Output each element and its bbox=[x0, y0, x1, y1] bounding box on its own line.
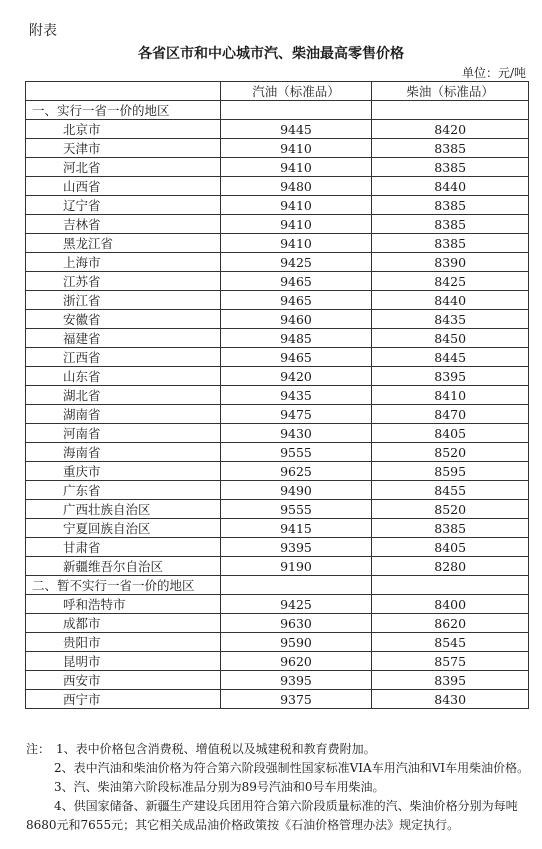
gasoline-price-cell: 9425 bbox=[220, 253, 372, 272]
diesel-price-cell: 8400 bbox=[372, 595, 529, 614]
gasoline-price-cell: 9460 bbox=[220, 310, 372, 329]
diesel-price-cell: 8620 bbox=[372, 614, 529, 633]
gasoline-price-cell: 9465 bbox=[220, 291, 372, 310]
region-cell: 呼和浩特市 bbox=[26, 595, 221, 614]
table-row bbox=[26, 557, 529, 576]
table-row bbox=[26, 139, 529, 158]
diesel-price-cell: 8385 bbox=[372, 139, 529, 158]
region-cell: 天津市 bbox=[26, 139, 221, 158]
region-cell: 吉林省 bbox=[26, 215, 221, 234]
section-label: 二、暂不实行一省一价的地区 bbox=[26, 576, 221, 595]
table-row bbox=[26, 291, 529, 310]
gasoline-price-cell: 9590 bbox=[220, 633, 372, 652]
diesel-price-cell: 8440 bbox=[372, 177, 529, 196]
header-diesel: 柴油（标准品） bbox=[372, 82, 529, 101]
diesel-price-cell: 8595 bbox=[372, 462, 529, 481]
section-row bbox=[26, 101, 529, 120]
gasoline-price-cell: 9490 bbox=[220, 481, 372, 500]
table-row bbox=[26, 386, 529, 405]
diesel-price-cell: 8405 bbox=[372, 538, 529, 557]
region-cell: 昆明市 bbox=[26, 652, 221, 671]
diesel-price-cell: 8385 bbox=[372, 519, 529, 538]
gasoline-price-cell: 9430 bbox=[220, 424, 372, 443]
gasoline-price-cell: 9465 bbox=[220, 272, 372, 291]
region-cell: 宁夏回族自治区 bbox=[26, 519, 221, 538]
empty-cell bbox=[372, 576, 529, 595]
diesel-price-cell: 8385 bbox=[372, 215, 529, 234]
gasoline-price-cell: 9395 bbox=[220, 538, 372, 557]
diesel-price-cell: 8395 bbox=[372, 367, 529, 386]
gasoline-price-cell: 9415 bbox=[220, 519, 372, 538]
gasoline-price-cell: 9625 bbox=[220, 462, 372, 481]
diesel-price-cell: 8455 bbox=[372, 481, 529, 500]
diesel-price-cell: 8395 bbox=[372, 671, 529, 690]
region-cell: 江西省 bbox=[26, 348, 221, 367]
gasoline-price-cell: 9410 bbox=[220, 139, 372, 158]
region-cell: 山西省 bbox=[26, 177, 221, 196]
region-cell: 山东省 bbox=[26, 367, 221, 386]
table-row bbox=[26, 443, 529, 462]
region-cell: 湖北省 bbox=[26, 386, 221, 405]
gasoline-price-cell: 9425 bbox=[220, 595, 372, 614]
appendix-label: 附表 bbox=[29, 23, 57, 39]
page-title: 各省区市和中心城市汽、柴油最高零售价格 bbox=[138, 46, 404, 62]
empty-cell bbox=[220, 101, 372, 120]
table-row bbox=[26, 633, 529, 652]
section-label: 一、实行一省一价的地区 bbox=[26, 101, 221, 120]
table-row bbox=[26, 215, 529, 234]
header-gasoline: 汽油（标准品） bbox=[220, 82, 372, 101]
diesel-price-cell: 8410 bbox=[372, 386, 529, 405]
gasoline-price-cell: 9465 bbox=[220, 348, 372, 367]
gasoline-price-cell: 9375 bbox=[220, 690, 372, 709]
diesel-price-cell: 8520 bbox=[372, 500, 529, 519]
table-row bbox=[26, 196, 529, 215]
table-header-row bbox=[26, 82, 529, 101]
diesel-price-cell: 8385 bbox=[372, 158, 529, 177]
diesel-price-cell: 8445 bbox=[372, 348, 529, 367]
region-cell: 福建省 bbox=[26, 329, 221, 348]
table-row bbox=[26, 500, 529, 519]
table-row bbox=[26, 671, 529, 690]
table-row bbox=[26, 595, 529, 614]
gasoline-price-cell: 9435 bbox=[220, 386, 372, 405]
gasoline-price-cell: 9410 bbox=[220, 234, 372, 253]
diesel-price-cell: 8280 bbox=[372, 557, 529, 576]
diesel-price-cell: 8390 bbox=[372, 253, 529, 272]
diesel-price-cell: 8440 bbox=[372, 291, 529, 310]
table-row bbox=[26, 424, 529, 443]
table-row bbox=[26, 538, 529, 557]
diesel-price-cell: 8430 bbox=[372, 690, 529, 709]
header-region bbox=[26, 82, 221, 101]
table-row bbox=[26, 367, 529, 386]
region-cell: 上海市 bbox=[26, 253, 221, 272]
gasoline-price-cell: 9630 bbox=[220, 614, 372, 633]
empty-cell bbox=[220, 576, 372, 595]
diesel-price-cell: 8450 bbox=[372, 329, 529, 348]
table-row bbox=[26, 405, 529, 424]
region-cell: 西宁市 bbox=[26, 690, 221, 709]
gasoline-price-cell: 9445 bbox=[220, 120, 372, 139]
table-row bbox=[26, 234, 529, 253]
gasoline-price-cell: 9190 bbox=[220, 557, 372, 576]
region-cell: 重庆市 bbox=[26, 462, 221, 481]
gasoline-price-cell: 9410 bbox=[220, 158, 372, 177]
table-row bbox=[26, 177, 529, 196]
price-table bbox=[25, 81, 529, 709]
diesel-price-cell: 8545 bbox=[372, 633, 529, 652]
region-cell: 西安市 bbox=[26, 671, 221, 690]
table-row bbox=[26, 329, 529, 348]
table-row bbox=[26, 519, 529, 538]
region-cell: 河南省 bbox=[26, 424, 221, 443]
table-row bbox=[26, 652, 529, 671]
region-cell: 安徽省 bbox=[26, 310, 221, 329]
note-item: 4、供国家储备、新疆生产建设兵团用符合第六阶段质量标准的汽、柴油价格分别为每吨8680元和7655元；其它相关成品油价格政策按《石油价格管理办法》规定执行。 bbox=[26, 799, 518, 832]
table-row bbox=[26, 310, 529, 329]
gasoline-price-cell: 9410 bbox=[220, 196, 372, 215]
table-row bbox=[26, 690, 529, 709]
table-row bbox=[26, 481, 529, 500]
table-row bbox=[26, 120, 529, 139]
region-cell: 广东省 bbox=[26, 481, 221, 500]
region-cell: 成都市 bbox=[26, 614, 221, 633]
table-row bbox=[26, 272, 529, 291]
region-cell: 广西壮族自治区 bbox=[26, 500, 221, 519]
gasoline-price-cell: 9395 bbox=[220, 671, 372, 690]
gasoline-price-cell: 9475 bbox=[220, 405, 372, 424]
region-cell: 北京市 bbox=[26, 120, 221, 139]
region-cell: 甘肃省 bbox=[26, 538, 221, 557]
table-row bbox=[26, 348, 529, 367]
diesel-price-cell: 8470 bbox=[372, 405, 529, 424]
table-row bbox=[26, 158, 529, 177]
diesel-price-cell: 8425 bbox=[372, 272, 529, 291]
region-cell: 江苏省 bbox=[26, 272, 221, 291]
diesel-price-cell: 8385 bbox=[372, 196, 529, 215]
region-cell: 河北省 bbox=[26, 158, 221, 177]
note-item: 注： 1、表中价格包含消费税、增值税以及城建税和教育费附加。 bbox=[26, 742, 376, 756]
diesel-price-cell: 8520 bbox=[372, 443, 529, 462]
region-cell: 浙江省 bbox=[26, 291, 221, 310]
gasoline-price-cell: 9420 bbox=[220, 367, 372, 386]
gasoline-price-cell: 9480 bbox=[220, 177, 372, 196]
region-cell: 海南省 bbox=[26, 443, 221, 462]
region-cell: 贵阳市 bbox=[26, 633, 221, 652]
diesel-price-cell: 8435 bbox=[372, 310, 529, 329]
gasoline-price-cell: 9555 bbox=[220, 500, 372, 519]
note-item: 2、表中汽油和柴油价格为符合第六阶段强制性国家标准VIA车用汽油和VI车用柴油价格。 bbox=[54, 761, 530, 775]
diesel-price-cell: 8575 bbox=[372, 652, 529, 671]
empty-cell bbox=[372, 101, 529, 120]
region-cell: 辽宁省 bbox=[26, 196, 221, 215]
diesel-price-cell: 8385 bbox=[372, 234, 529, 253]
gasoline-price-cell: 9485 bbox=[220, 329, 372, 348]
section-row bbox=[26, 576, 529, 595]
diesel-price-cell: 8405 bbox=[372, 424, 529, 443]
gasoline-price-cell: 9555 bbox=[220, 443, 372, 462]
unit-label: 单位：元/吨 bbox=[461, 66, 526, 80]
table-row bbox=[26, 462, 529, 481]
gasoline-price-cell: 9620 bbox=[220, 652, 372, 671]
region-cell: 新疆维吾尔自治区 bbox=[26, 557, 221, 576]
region-cell: 黑龙江省 bbox=[26, 234, 221, 253]
diesel-price-cell: 8420 bbox=[372, 120, 529, 139]
notes bbox=[26, 740, 530, 835]
table-row bbox=[26, 253, 529, 272]
table-row bbox=[26, 614, 529, 633]
region-cell: 湖南省 bbox=[26, 405, 221, 424]
gasoline-price-cell: 9410 bbox=[220, 215, 372, 234]
note-item: 3、汽、柴油第六阶段标准品分别为89号汽油和0号车用柴油。 bbox=[54, 780, 385, 794]
